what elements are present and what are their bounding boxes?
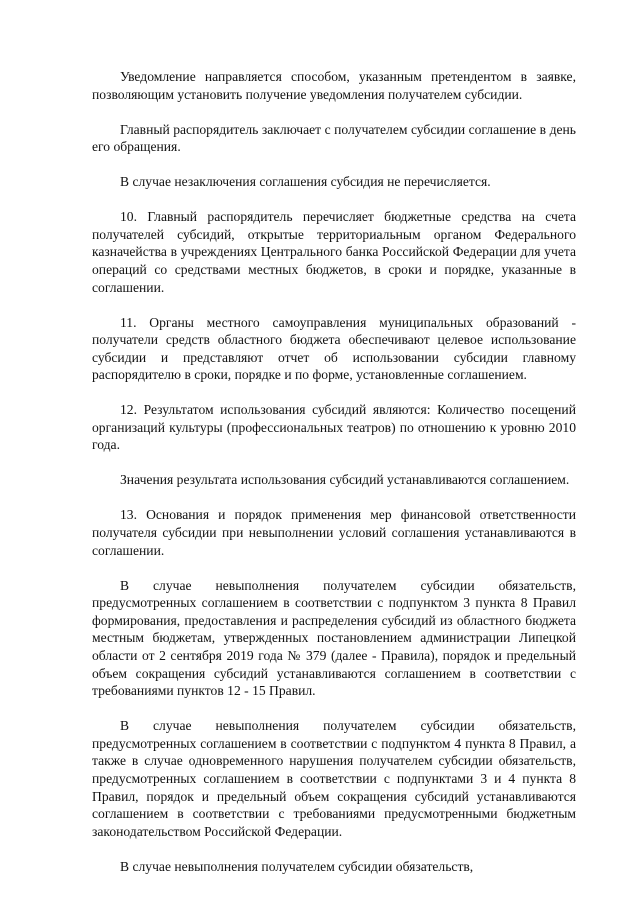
document-page (92, 68, 576, 893)
paragraph-result-values: Значения результата использования субсидий устанавливаются соглашением. (120, 472, 570, 488)
paragraph-item-11: 11. Органы местного самоуправления муниципальных образований - получатели средств областного бюджета обеспечивают целевое использование субсидии и представляют отчет об использовании субсидии главному распорядителю в сроки, порядке и по форме, установленные соглашением. (92, 314, 576, 383)
paragraph-item-10: 10. Главный распорядитель перечисляет бюджетные средства на счета получателей субсидий, открытые территориальным органом Федерального казначейства в учреждениях Центрального банка Российской Федерации для учета операций со средствами местных бюджетов, в сроки и порядке, указанные в соглашении. (92, 209, 576, 295)
paragraph-sanction-subpoint-4: В случае невыполнения получателем субсидии обязательств, предусмотренных соглашением в соответствии с подпунктом 4 пункта 8 Правил, а также в случае одновременного нарушения получателем субсидии обязательств, предусмотренных соглашением в соответствии с подпунктами 3 и 4 пункта 8 Правил, порядок и предельный объем сокращения субсидий устанавливаются соглашением в соответствии с требованиями предусмотренными бюджетным законодательством Российской Федерации. (92, 718, 576, 839)
paragraph-notification-method: Уведомление направляется способом, указанным претендентом в заявке, позволяющим установить получение уведомления получателем субсидии. (92, 69, 576, 102)
paragraph-item-12: 12. Результатом использования субсидий являются: Количество посещений организаций культуры (профессиональных театров) по отношению к уровню 2010 года. (92, 402, 576, 453)
paragraph-item-13: 13. Основания и порядок применения мер финансовой ответственности получателя субсидии при невыполнении условий соглашения устанавливаются в соглашении. (92, 507, 576, 558)
paragraph-agreement-conclusion: Главный распорядитель заключает с получателем субсидии соглашение в день его обращения. (92, 121, 576, 155)
paragraph-no-agreement: В случае незаключения соглашения субсидия не перечисляется. (120, 174, 491, 190)
paragraph-sanction-continued: В случае невыполнения получателем субсидии обязательств, (120, 858, 474, 874)
paragraph-sanction-subpoint-3: В случае невыполнения получателем субсидии обязательств, предусмотренных соглашением в соответствии с подпунктом 3 пункта 8 Правил формирования, предоставления и распределения субсидий из областного бюджета местным бюджетам, утвержденных постановлением администрации Липецкой области от 2 сентября 2019 года № 379 (далее - Правила), порядок и предельный объем сокращения субсидий устанавливаются соглашением в соответствии с требованиями пунктов 12 - 15 Правил. (92, 577, 576, 699)
